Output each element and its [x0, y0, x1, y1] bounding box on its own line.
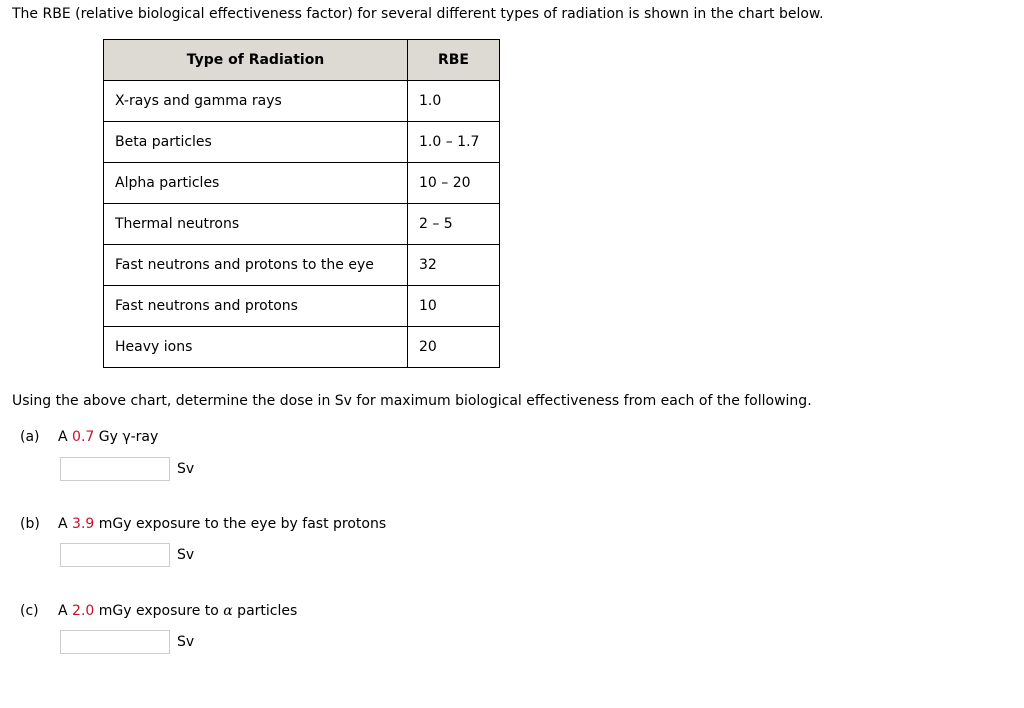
answer-input-b[interactable] — [60, 543, 170, 567]
given-value: 3.9 — [72, 516, 95, 532]
rbe-value-cell: 1.0 – 1.7 — [408, 122, 500, 163]
question-b — [20, 516, 386, 532]
question-a — [20, 429, 158, 445]
question-c — [20, 603, 297, 619]
table-header-row — [104, 40, 500, 81]
rbe-value-cell: 10 – 20 — [408, 163, 500, 204]
question-prefix: A — [58, 429, 73, 445]
rbe-table — [103, 39, 500, 368]
given-value: 0.7 — [72, 429, 95, 445]
table-row — [104, 245, 500, 286]
question-label: (c) — [20, 603, 39, 619]
table-row — [104, 122, 500, 163]
question-prefix: A — [58, 603, 73, 619]
instructions-text: Using the above chart, determine the dose in Sv for maximum biological effectiveness from each of the following. — [12, 393, 812, 409]
radiation-type-cell: Beta particles — [104, 122, 408, 163]
rbe-value-cell: 20 — [408, 327, 500, 368]
question-label: (a) — [20, 429, 40, 445]
alpha-symbol: α — [223, 603, 233, 619]
question-prefix: A — [58, 516, 73, 532]
rbe-value-cell: 2 – 5 — [408, 204, 500, 245]
rbe-value-cell: 1.0 — [408, 81, 500, 122]
radiation-type-cell: Alpha particles — [104, 163, 408, 204]
table-row — [104, 286, 500, 327]
question-tail: particles — [232, 603, 298, 619]
answer-input-a[interactable] — [60, 457, 170, 481]
table-row — [104, 327, 500, 368]
header-rbe: RBE — [408, 40, 500, 81]
question-suffix: mGy exposure to the eye by fast protons — [94, 516, 387, 532]
radiation-type-cell: X-rays and gamma rays — [104, 81, 408, 122]
intro-text: The RBE (relative biological effectiveness factor) for several different types of radiation is shown in the chart below. — [12, 6, 824, 22]
question-label: (b) — [20, 516, 40, 532]
table-row — [104, 163, 500, 204]
unit-label: Sv — [177, 461, 195, 477]
given-value: 2.0 — [72, 603, 95, 619]
unit-label: Sv — [177, 547, 195, 563]
question-suffix: mGy exposure to — [94, 603, 224, 619]
radiation-type-cell: Thermal neutrons — [104, 204, 408, 245]
answer-input-c[interactable] — [60, 630, 170, 654]
radiation-type-cell: Fast neutrons and protons — [104, 286, 408, 327]
unit-label: Sv — [177, 634, 195, 650]
question-suffix: Gy γ-ray — [94, 429, 159, 445]
rbe-value-cell: 10 — [408, 286, 500, 327]
header-type-of-radiation: Type of Radiation — [104, 40, 408, 81]
rbe-value-cell: 32 — [408, 245, 500, 286]
table-row — [104, 81, 500, 122]
table-row — [104, 204, 500, 245]
radiation-type-cell: Heavy ions — [104, 327, 408, 368]
radiation-type-cell: Fast neutrons and protons to the eye — [104, 245, 408, 286]
